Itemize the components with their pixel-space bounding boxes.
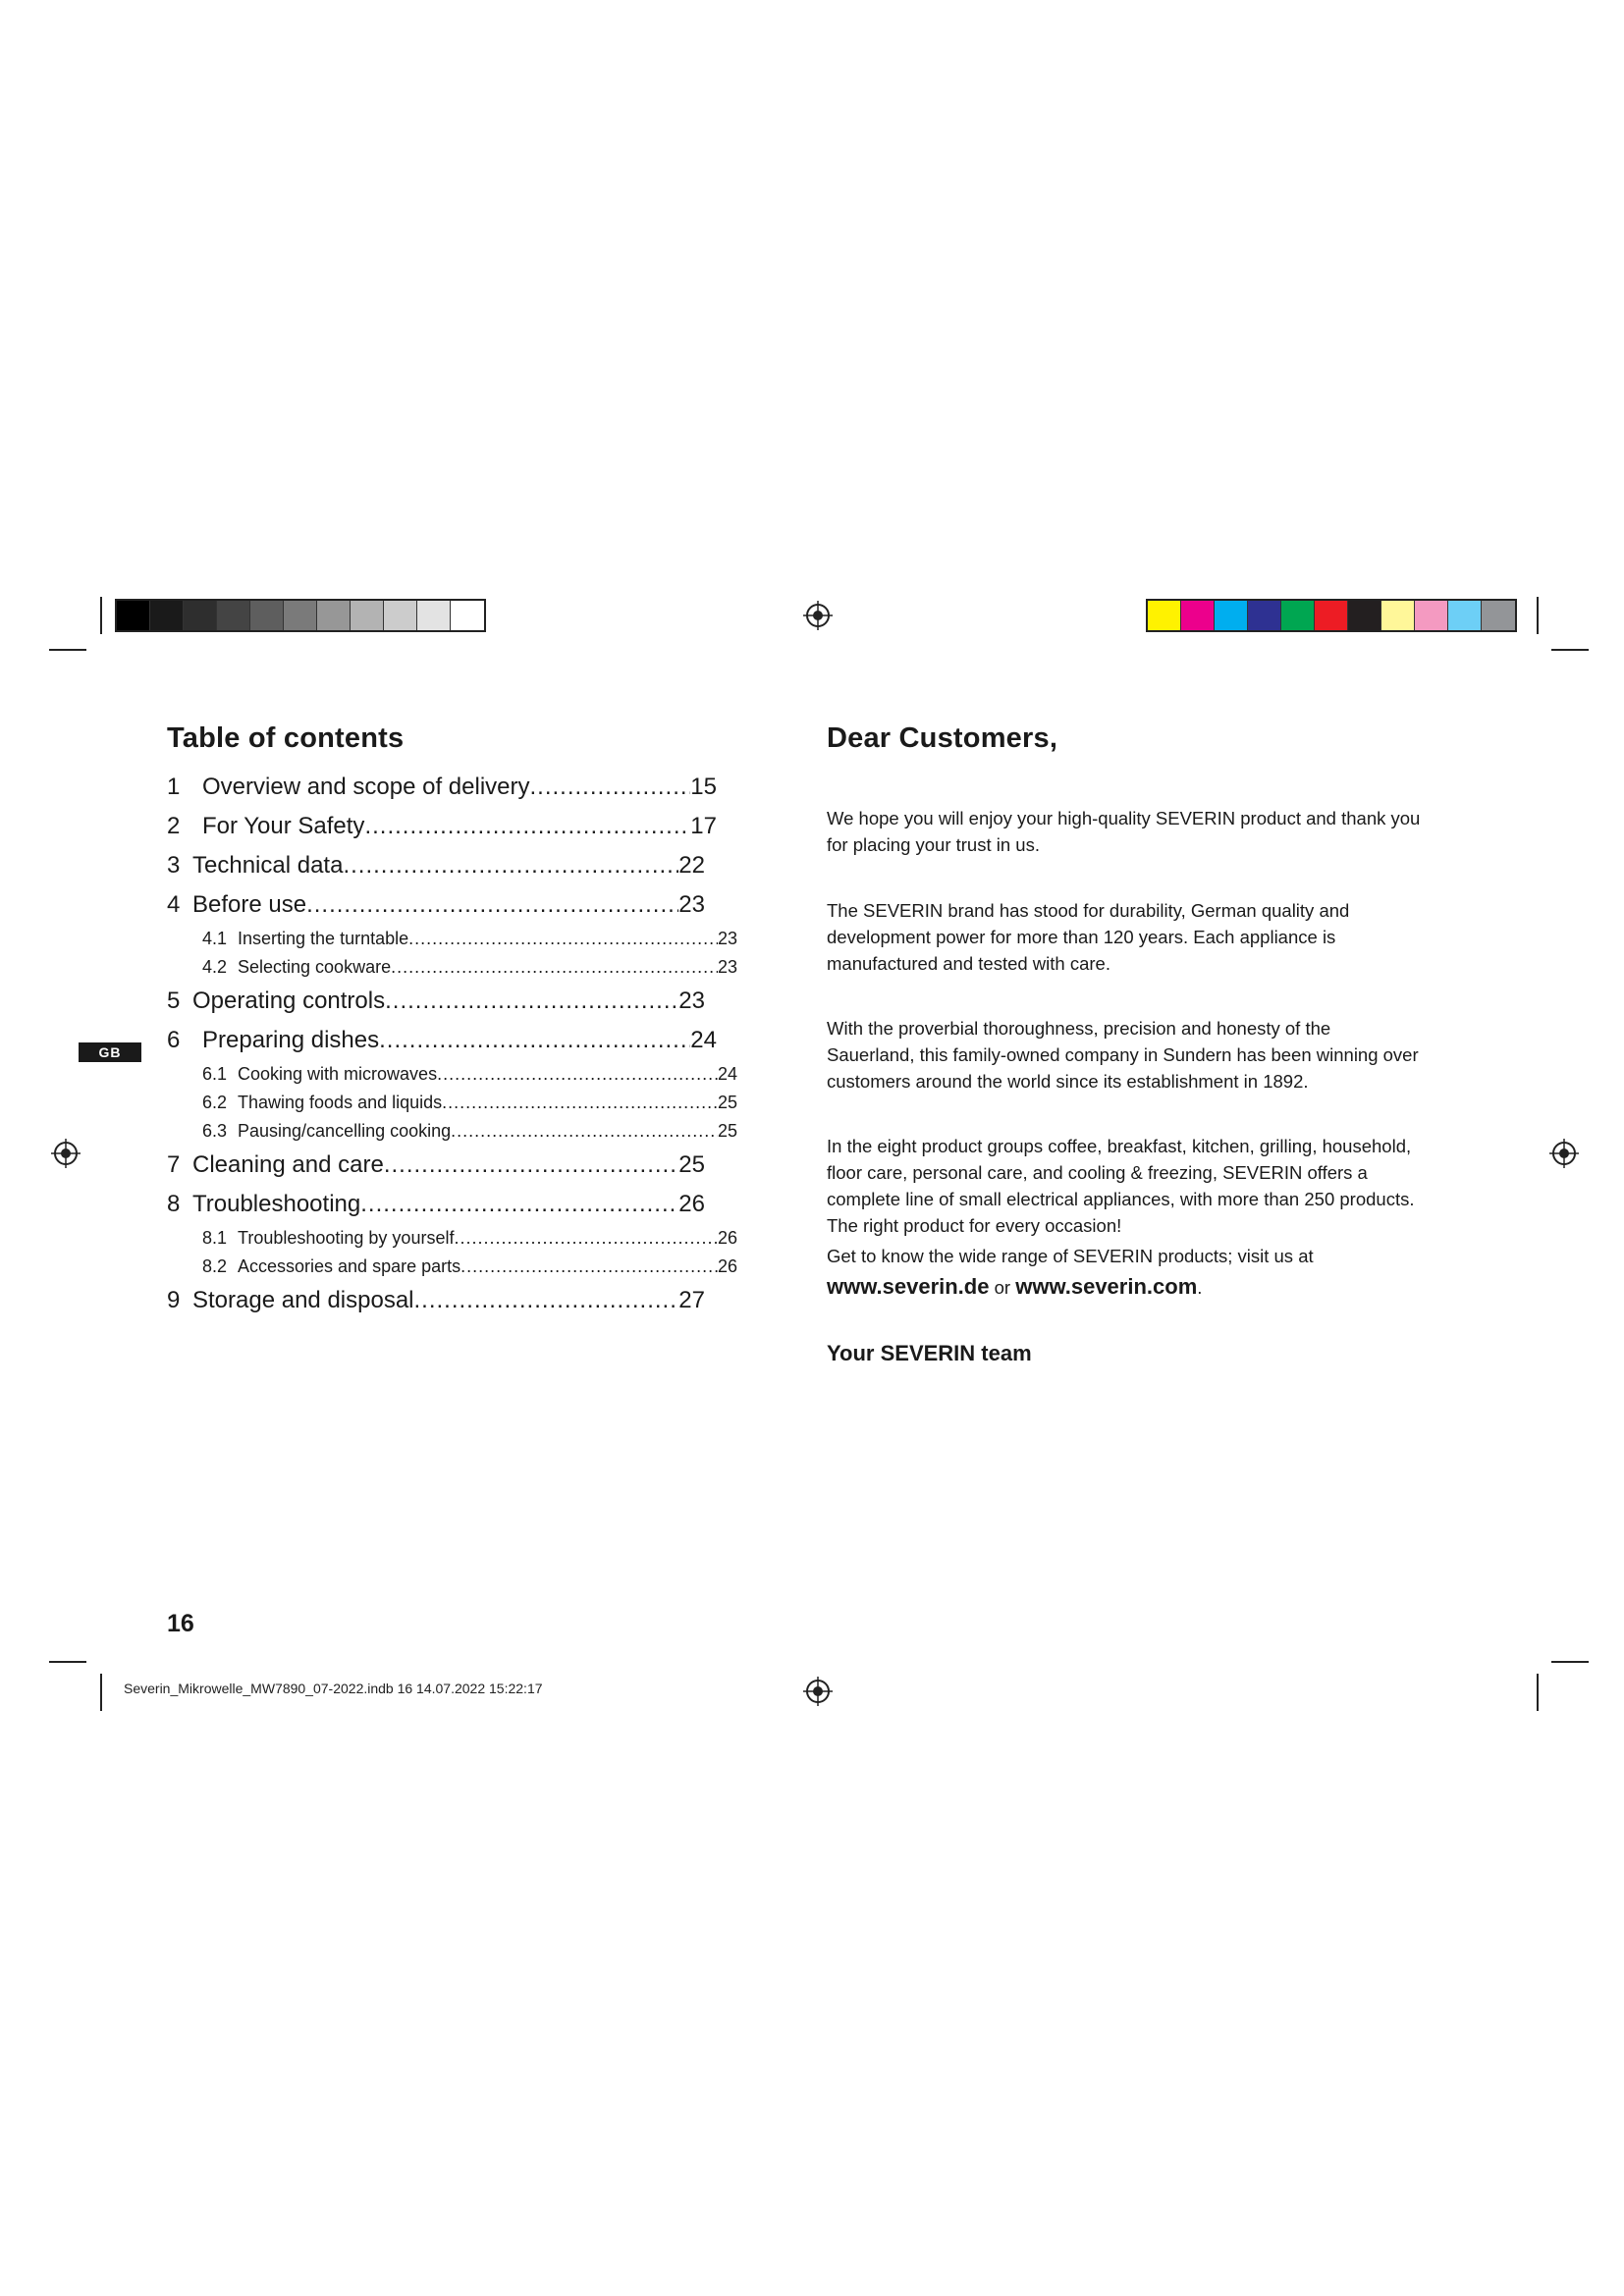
toc-item[interactable] <box>167 953 737 982</box>
toc-leader-dots <box>306 885 678 925</box>
letter-paragraph-5 <box>827 1243 1421 1269</box>
toc-leader-dots <box>408 925 718 953</box>
toc-item-page: 23 <box>678 988 705 1014</box>
color-swatch-1 <box>1181 601 1215 630</box>
color-swatch-10 <box>1482 601 1515 630</box>
color-swatch-9 <box>1448 601 1482 630</box>
toc-item[interactable] <box>167 1146 705 1185</box>
toc-item-number: 5 <box>167 988 181 1014</box>
toc-item[interactable] <box>167 1281 705 1320</box>
toc-item[interactable] <box>167 1185 705 1224</box>
crop-mark-bottom-left-h <box>49 1661 86 1663</box>
toc-item-number: 6 <box>167 1027 181 1053</box>
toc-item-number: 6.3 <box>202 1121 228 1141</box>
toc-leader-dots <box>460 1253 718 1281</box>
toc-item[interactable] <box>167 885 705 925</box>
toc-item-number: 8.2 <box>202 1256 228 1276</box>
toc-item-number: 6.1 <box>202 1064 228 1084</box>
toc-item-title: Selecting cookware <box>238 957 392 977</box>
toc-leader-dots <box>442 1089 718 1117</box>
toc-leader-dots <box>343 846 678 885</box>
toc-item-number: 1 <box>167 774 181 800</box>
toc-item-page: 24 <box>717 1064 737 1084</box>
toc-item-number: 8.1 <box>202 1228 228 1248</box>
toc-item-title: Thawing foods and liquids <box>238 1093 443 1112</box>
crop-mark-bottom-right <box>1537 1674 1539 1711</box>
toc-item-title: Accessories and spare parts <box>238 1256 461 1276</box>
toc-item-title: Operating controls <box>192 988 386 1014</box>
gray-swatch-3 <box>217 601 250 630</box>
registration-mark-icon <box>51 1139 81 1168</box>
gray-swatch-9 <box>417 601 451 630</box>
color-swatch-6 <box>1348 601 1381 630</box>
print-slug: Severin_Mikrowelle_MW7890_07-2022.indb 16 14.07.2022 15:22:17 <box>124 1681 543 1696</box>
toc-item-number: 7 <box>167 1151 181 1178</box>
toc-leader-dots <box>364 807 690 846</box>
crop-mark-top-left-h <box>49 649 86 651</box>
toc-item[interactable] <box>167 1117 737 1146</box>
letter-paragraph-3 <box>827 1015 1421 1095</box>
color-swatch-4 <box>1281 601 1315 630</box>
website-link-com[interactable]: www.severin.com <box>1015 1274 1198 1299</box>
color-swatch-7 <box>1381 601 1415 630</box>
toc-item-title: Troubleshooting by yourself <box>238 1228 455 1248</box>
toc-item-title: For Your Safety <box>202 813 365 839</box>
toc-item[interactable] <box>167 1021 717 1060</box>
crop-mark-top-right <box>1537 597 1539 634</box>
letter-paragraph-4 <box>827 1133 1421 1239</box>
paragraph-text: With the proverbial thoroughness, precision and honesty of the Sauerland, this family-owned company in Sundern has been winning over customers around the world since its establishment in 1892. <box>827 1018 1419 1092</box>
website-link-de[interactable]: www.severin.de <box>827 1274 990 1299</box>
toc-item[interactable] <box>167 1060 737 1089</box>
toc-heading: Table of contents <box>167 722 405 754</box>
toc-leader-dots <box>454 1224 718 1253</box>
crop-mark-top-left <box>100 597 102 634</box>
toc-item-title: Technical data <box>192 852 344 879</box>
toc-item-number: 4 <box>167 891 181 918</box>
toc-leader-dots <box>530 768 691 807</box>
table-of-contents <box>167 768 737 1320</box>
color-swatch-5 <box>1315 601 1348 630</box>
toc-item-title: Inserting the turntable <box>238 929 409 948</box>
toc-item-page: 26 <box>717 1228 737 1248</box>
toc-item-number: 8 <box>167 1191 181 1217</box>
toc-item-title: Storage and disposal <box>192 1287 414 1313</box>
registration-mark-icon <box>1549 1139 1579 1168</box>
toc-item[interactable] <box>167 1224 737 1253</box>
toc-leader-dots <box>360 1185 678 1224</box>
toc-item-page: 17 <box>690 813 717 839</box>
website-or: or <box>994 1277 1011 1298</box>
registration-mark-icon <box>803 601 833 630</box>
toc-item-number: 9 <box>167 1287 181 1313</box>
toc-item-page: 15 <box>690 774 717 800</box>
registration-mark-icon <box>803 1677 833 1706</box>
toc-item-page: 24 <box>690 1027 717 1053</box>
toc-leader-dots <box>384 1146 678 1185</box>
toc-item-page: 22 <box>678 852 705 879</box>
letter-paragraph-1 <box>827 805 1421 858</box>
toc-item-title: Before use <box>192 891 307 918</box>
letter-paragraph-2 <box>827 897 1421 977</box>
toc-leader-dots <box>414 1281 679 1320</box>
toc-item-title: Cleaning and care <box>192 1151 384 1178</box>
letter-heading: Dear Customers, <box>827 722 1058 754</box>
toc-item-page: 26 <box>717 1256 737 1276</box>
toc-item-number: 3 <box>167 852 181 879</box>
toc-item[interactable] <box>167 1089 737 1117</box>
gray-swatch-2 <box>184 601 217 630</box>
toc-item-title: Preparing dishes <box>202 1027 380 1053</box>
signature: Your SEVERIN team <box>827 1341 1032 1365</box>
toc-item[interactable] <box>167 768 717 807</box>
gray-swatch-4 <box>250 601 284 630</box>
color-swatch-3 <box>1248 601 1281 630</box>
toc-item-page: 25 <box>678 1151 705 1178</box>
gray-swatch-5 <box>284 601 317 630</box>
toc-item-number: 4.2 <box>202 957 228 977</box>
toc-item-title: Cooking with microwaves <box>238 1064 438 1084</box>
website-period: . <box>1197 1277 1203 1298</box>
crop-mark-bottom-right-h <box>1551 1661 1589 1663</box>
paragraph-text: We hope you will enjoy your high-quality SEVERIN product and thank you for placing your trust in us. <box>827 808 1421 855</box>
toc-leader-dots <box>379 1021 690 1060</box>
toc-item[interactable] <box>167 1253 737 1281</box>
gray-swatch-7 <box>351 601 384 630</box>
gray-swatch-10 <box>451 601 484 630</box>
toc-item-page: 23 <box>717 957 737 977</box>
toc-item[interactable] <box>167 925 737 953</box>
toc-item-page: 26 <box>678 1191 705 1217</box>
toc-item-number: 4.1 <box>202 929 228 948</box>
paragraph-text: The SEVERIN brand has stood for durability, German quality and development power for more than 120 years. Each appliance is manufactured and tested with care. <box>827 900 1350 974</box>
gray-swatch-6 <box>317 601 351 630</box>
toc-item-number: 6.2 <box>202 1093 228 1112</box>
toc-leader-dots <box>385 982 678 1021</box>
crop-mark-top-right-h <box>1551 649 1589 651</box>
paragraph-text: In the eight product groups coffee, breakfast, kitchen, grilling, household, floor care, personal care, and cooling & freezing, SEVERIN offers a complete line of small electrical appliances, with more than 250 products. The right product for every occasion! <box>827 1136 1415 1236</box>
toc-item-title: Overview and scope of delivery <box>202 774 530 800</box>
crop-mark-bottom-left <box>100 1674 102 1711</box>
paragraph-text: Get to know the wide range of SEVERIN products; visit us at <box>827 1246 1314 1266</box>
toc-item-page: 27 <box>678 1287 705 1313</box>
toc-item[interactable] <box>167 846 705 885</box>
toc-leader-dots <box>451 1117 718 1146</box>
website-line <box>827 1273 1421 1301</box>
toc-item-number: 2 <box>167 813 181 839</box>
toc-item-page: 25 <box>717 1093 737 1112</box>
gray-swatch-0 <box>117 601 150 630</box>
toc-item-page: 23 <box>717 929 737 948</box>
toc-item-page: 23 <box>678 891 705 918</box>
gray-swatch-1 <box>150 601 184 630</box>
toc-item-title: Troubleshooting <box>192 1191 361 1217</box>
page-number: 16 <box>167 1610 194 1637</box>
color-swatch-8 <box>1415 601 1448 630</box>
toc-leader-dots <box>437 1060 718 1089</box>
toc-item[interactable] <box>167 982 705 1021</box>
toc-item[interactable] <box>167 807 717 846</box>
toc-item-title: Pausing/cancelling cooking <box>238 1121 452 1141</box>
toc-leader-dots <box>391 953 718 982</box>
toc-item-page: 25 <box>717 1121 737 1141</box>
color-swatch-2 <box>1215 601 1248 630</box>
language-tab: GB <box>79 1042 141 1062</box>
grayscale-bar <box>115 599 486 632</box>
color-bar <box>1146 599 1517 632</box>
gray-swatch-8 <box>384 601 417 630</box>
color-swatch-0 <box>1148 601 1181 630</box>
